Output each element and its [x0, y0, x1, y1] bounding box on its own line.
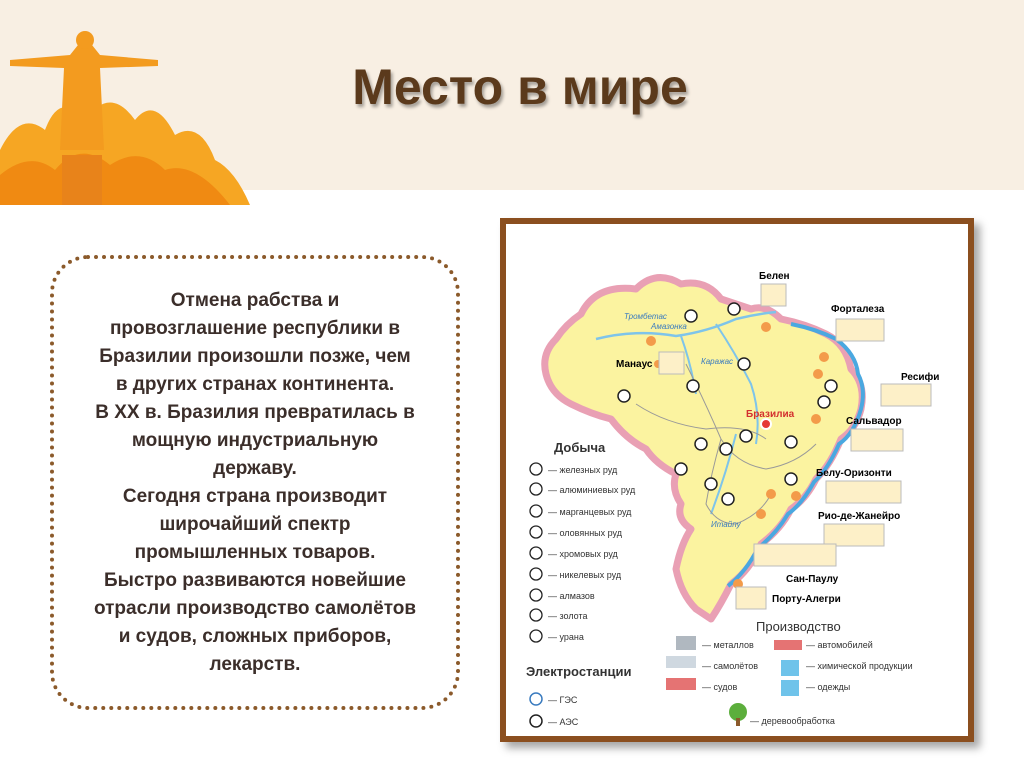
- legend-mining-item: — алмазов: [548, 591, 595, 601]
- text-line: отрасли производство самолётов: [93, 597, 417, 619]
- legend-production-item: — металлов: [702, 640, 754, 650]
- text-line: Сегодня страна производит: [122, 485, 388, 507]
- city-label-manaus: Манаус: [616, 359, 653, 370]
- legend-mining-item: — железных руд: [548, 465, 618, 475]
- city-label-belen: Белен: [759, 271, 790, 282]
- city-label-fortaleza: Форталеза: [831, 304, 885, 315]
- brazil-map: [506, 224, 968, 736]
- text-line: Быстро развиваются новейшие: [103, 569, 407, 591]
- river-label-amazonka: Амазонка: [651, 322, 687, 331]
- text-line: Бразилии произошли позже, чем: [99, 345, 411, 367]
- brazil-map-frame: [500, 218, 974, 742]
- text-line: промышленных товаров.: [134, 541, 376, 563]
- river-label-trombetas: Тромбетас: [624, 312, 667, 321]
- legend-production-item: — самолётов: [702, 661, 759, 671]
- body-text: [80, 287, 430, 679]
- legend-mining-item: — золота: [548, 611, 588, 621]
- legend-production-title: Производство: [756, 619, 841, 634]
- legend-mining-item: — никелевых руд: [548, 570, 622, 580]
- text-line: В XX в. Бразилия превратилась в: [95, 401, 415, 423]
- legend-production-item: — одежды: [806, 682, 851, 692]
- text-line: в других странах континента.: [115, 373, 395, 395]
- text-line: и судов, сложных приборов,: [118, 625, 392, 647]
- text-line: провозглашение республики в: [109, 317, 401, 339]
- legend-production-item: — химической продукции: [806, 661, 913, 671]
- text-line: широчайший спектр: [159, 513, 351, 535]
- legend-production-item: — деревообработка: [750, 716, 835, 726]
- legend-power-item: — АЭС: [548, 717, 579, 727]
- city-label-belo: Белу-Оризонти: [816, 468, 892, 479]
- text-line: мощную индустриальную: [131, 429, 379, 451]
- text-box: [50, 255, 460, 710]
- legend-power-title: Электростанции: [526, 664, 632, 679]
- text-line: Отмена рабства и: [170, 289, 340, 311]
- slide-title: Место в мире: [352, 59, 688, 115]
- city-label-recife: Ресифи: [901, 372, 940, 383]
- city-label-brasilia: Бразилиа: [746, 409, 795, 420]
- legend-production-item: — автомобилей: [806, 640, 873, 650]
- city-label-saopaulo: Сан-Паулу: [786, 574, 839, 585]
- legend-production-item: — судов: [702, 682, 738, 692]
- city-label-portoalegre: Порту-Алегри: [772, 594, 841, 605]
- legend-mining-item: — хромовых руд: [548, 549, 618, 559]
- city-label-salvador: Сальвадор: [846, 416, 902, 427]
- legend-mining-item: — марганцевых руд: [548, 507, 632, 517]
- text-line: лекарств.: [209, 653, 301, 675]
- christ-statue-illustration: [0, 0, 250, 205]
- river-label-itaipu: Итайпу: [711, 520, 741, 529]
- legend-mining-item: — урана: [548, 632, 584, 642]
- legend-mining-item: — оловянных руд: [548, 528, 622, 538]
- legend-mining-item: — алюминиевых руд: [548, 485, 636, 495]
- text-line: державу.: [213, 457, 297, 479]
- river-label-karazhas: Каражас: [701, 357, 734, 366]
- city-label-rio: Рио-де-Жанейро: [818, 511, 901, 522]
- legend-power-item: — ГЭС: [548, 695, 578, 705]
- legend-mining-title: Добыча: [554, 440, 606, 455]
